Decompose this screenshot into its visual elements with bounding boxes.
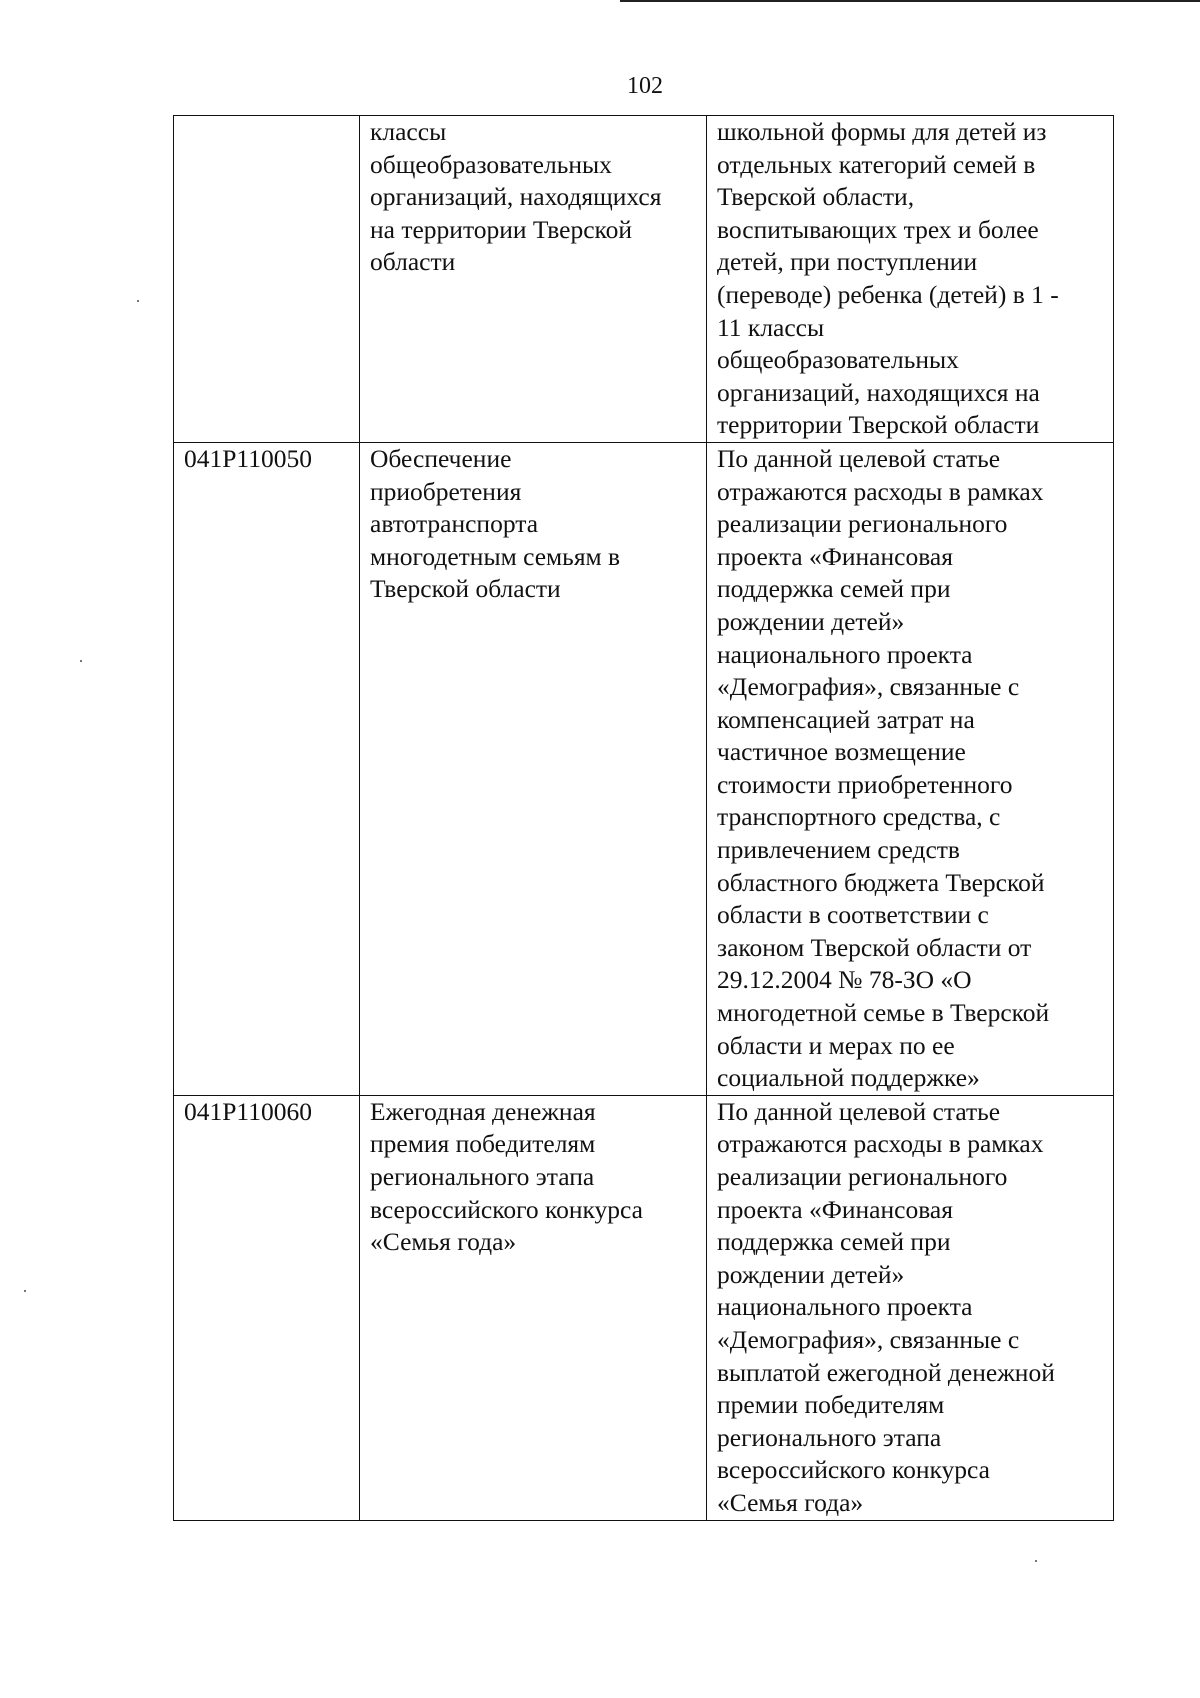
code-text: 041P110060 (184, 1096, 312, 1126)
description-cell (707, 1095, 1114, 1520)
scan-edge-line (620, 0, 1200, 2)
name-text: Ежегодная денежная премия победителям регионального этапа всероссийского конкурса «Семья года» (370, 1096, 643, 1257)
code-text: 041P110050 (184, 443, 312, 473)
name-cell (360, 116, 707, 443)
name-text: Обеспечение приобретения автотранспорта многодетным семьям в Тверской области (370, 443, 621, 604)
budget-classification-table (173, 115, 1114, 1521)
code-cell (174, 1095, 360, 1520)
name-cell (360, 1095, 707, 1520)
scan-speck (1035, 1560, 1037, 1562)
name-text: классы общеобразовательных организаций, находящихся на территории Тверской области (370, 117, 662, 277)
name-cell (360, 442, 707, 1095)
description-text: По данной целевой статье отражаются расходы в рамках реализации регионального проекта «Финансовая поддержка семей при рождении детей» национального проекта «Демография», связанные с компенсацией затрат на частичное возмещение стоимости приобретенного транспортного средства, с привлечением средств областного бюджета Тверской области в соответствии с законом Тверской области от 29.12.2004 № 78-ЗО «О многодетной семье в Тверской области и мерах по ее социальной поддержке» (717, 443, 1050, 1093)
table-row (174, 116, 1114, 443)
table-row (174, 442, 1114, 1095)
scan-speck (137, 300, 139, 302)
scan-speck (24, 1290, 26, 1292)
page-number: 102 (627, 73, 663, 99)
table-row (174, 1095, 1114, 1520)
description-cell (707, 442, 1114, 1095)
scan-speck (80, 660, 82, 662)
code-cell (174, 442, 360, 1095)
description-cell (707, 116, 1114, 443)
description-text: По данной целевой статье отражаются расходы в рамках реализации регионального проекта «Финансовая поддержка семей при рождении детей» национального проекта «Демография», связанные с выплатой ежегодной денежной премии победителям регионального этапа всероссийского конкурса «Семья года» (717, 1096, 1055, 1517)
code-cell (174, 116, 360, 443)
description-text: школьной формы для детей из отдельных категорий семей в Тверской области, воспитывающих трех и более детей, при поступлении (переводе) ребенка (детей) в 1 - 11 классы общеобразовательных организаций, находящихся на территории Тверской области (717, 117, 1059, 440)
